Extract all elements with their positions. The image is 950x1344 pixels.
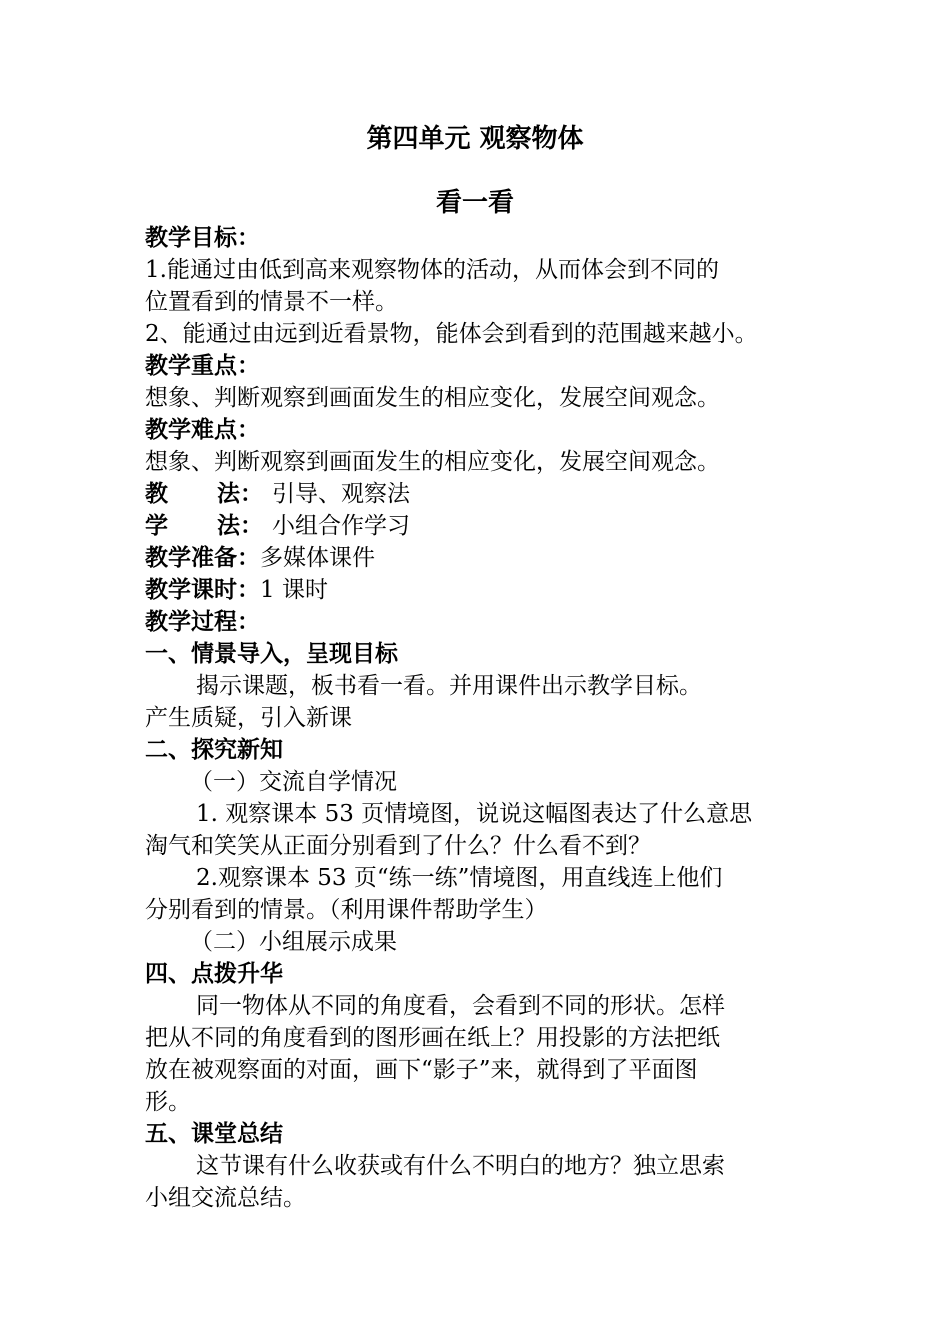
key-point-text: 想象、判断观察到画面发生的相应变化，发展空间观念。 [145, 385, 720, 411]
process-heading: 教学过程： [145, 609, 260, 635]
question-2-line-1: 2.观察课本 53 页“练一练”情境图，用直线连上他们 [196, 865, 723, 891]
question-2-line-2: 分别看到的情景。（利用课件帮助学生） [145, 897, 548, 923]
difficulty-heading: 教学难点： [145, 417, 260, 443]
key-point-heading: 教学重点： [145, 353, 260, 379]
objective-2: 2、能通过由远到近看景物，能体会到看到的范围越来越小。 [145, 321, 758, 347]
section-4-heading: 四、点拨升华 [145, 961, 283, 987]
learning-method-value: 小组合作学习 [272, 513, 410, 539]
section-5-heading: 五、课堂总结 [145, 1121, 283, 1147]
objective-1-line-2: 位置看到的情景不一样。 [145, 289, 398, 315]
section-1-heading: 一、情景导入，呈现目标 [145, 641, 398, 667]
hours-value: 1 课时 [260, 577, 328, 603]
hours-row [145, 574, 328, 606]
learning-method-row [145, 510, 410, 542]
section-4-paragraph-line-3: 放在被观察面的对面，画下“影子”来，就得到了平面图 [145, 1057, 698, 1083]
preparation-label: 教学准备： [145, 545, 260, 571]
section-1-paragraph-line-2: 产生质疑，引入新课 [145, 705, 352, 731]
section-4-paragraph-line-4: 形。 [145, 1089, 191, 1115]
question-1-line-1: 1. 观察课本 53 页情境图，说说这幅图表达了什么意思 [196, 801, 753, 827]
section-5-paragraph-line-2: 小组交流总结。 [145, 1185, 306, 1211]
section-2-sub-2: （二）小组展示成果 [190, 929, 397, 955]
section-4-paragraph-line-2: 把从不同的角度看到的图形画在纸上？用投影的方法把纸 [145, 1025, 720, 1051]
question-1-line-2: 淘气和笑笑从正面分别看到了什么？什么看不到？ [145, 833, 651, 859]
preparation-value: 多媒体课件 [260, 545, 375, 571]
learning-method-label: 学 法： [145, 513, 263, 539]
lesson-title: 看一看 [435, 188, 514, 218]
section-4-paragraph-line-1: 同一物体从不同的角度看，会看到不同的形状。怎样 [196, 993, 725, 1019]
section-2-sub-1: （一）交流自学情况 [190, 769, 397, 795]
section-5-paragraph-line-1: 这节课有什么收获或有什么不明白的地方？独立思索 [196, 1153, 725, 1179]
hours-label: 教学课时： [145, 577, 260, 603]
teaching-method-label: 教 法： [145, 481, 263, 507]
difficulty-text: 想象、判断观察到画面发生的相应变化，发展空间观念。 [145, 449, 720, 475]
unit-title: 第四单元 观察物体 [366, 124, 584, 154]
preparation-row [145, 542, 375, 574]
teaching-method-value: 引导、观察法 [272, 481, 410, 507]
section-1-paragraph-line-1: 揭示课题，板书看一看。并用课件出示教学目标。 [196, 673, 702, 699]
objectives-heading: 教学目标： [145, 225, 260, 251]
section-2-heading: 二、探究新知 [145, 737, 283, 763]
teaching-method-row [145, 478, 410, 510]
objective-1-line-1: 1.能通过由低到高来观察物体的活动，从而体会到不同的 [145, 257, 719, 283]
